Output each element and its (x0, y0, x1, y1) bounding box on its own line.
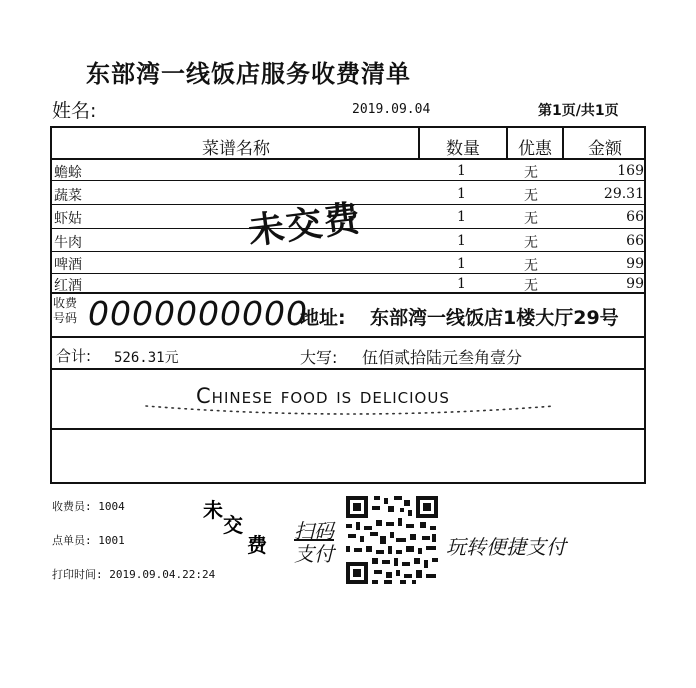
item-discount: 无 (524, 278, 538, 294)
total-value: 526.31元 (114, 350, 179, 366)
slogan-text: Chinese food is delicious (196, 384, 450, 408)
total-uppercase-label: 大写: (300, 348, 338, 367)
total-label: 合计: (56, 347, 92, 365)
item-name: 啤酒 (54, 257, 82, 273)
item-discount: 无 (524, 235, 538, 251)
item-qty: 1 (457, 233, 466, 249)
item-amount: 29.31 (603, 186, 644, 202)
stamp-char: 未 (203, 498, 223, 522)
page-indicator: 第1页/共1页 (538, 103, 619, 119)
scan-to-pay-line: 支付 (294, 542, 334, 566)
fee-label-line: 号码 (53, 311, 78, 325)
item-name: 虾姑 (54, 211, 82, 227)
column-header-discount: 优惠 (518, 139, 552, 159)
total-uppercase-value: 伍佰贰拾陆元叁角壹分 (362, 348, 523, 367)
fee-label-line: 收费 (53, 296, 78, 310)
row-divider (52, 180, 646, 181)
print-time: 打印时间: 2019.09.04.22:24 (52, 568, 216, 581)
fee-divider (52, 336, 646, 338)
item-discount: 无 (524, 188, 538, 204)
item-amount: 99 (626, 256, 644, 272)
column-header-qty: 数量 (446, 139, 480, 159)
unpaid-stamp-small (203, 498, 275, 565)
item-name: 红酒 (54, 278, 82, 294)
item-qty: 1 (457, 209, 466, 225)
row-divider (52, 273, 646, 274)
stamp-char: 费 (247, 533, 267, 557)
fee-number: 0000000000 (88, 294, 308, 333)
payment-qr-code[interactable] (344, 494, 440, 586)
dotted-arc-decoration (140, 396, 560, 422)
address-value: 东部湾一线饭店1楼大厅29号 (370, 307, 619, 329)
item-name: 牛肉 (54, 235, 82, 251)
pay-slogan: 玩转便捷支付 (446, 535, 566, 559)
slogan-divider (52, 428, 646, 430)
item-qty: 1 (457, 163, 466, 179)
column-header-dish: 菜谱名称 (202, 139, 270, 159)
customer-name-label: 姓名: (52, 100, 97, 122)
orderer-info: 点单员: 1001 (52, 534, 125, 547)
item-discount: 无 (524, 165, 538, 181)
column-header-amount: 金额 (588, 139, 622, 159)
stamp-char: 交 (223, 513, 243, 537)
item-name: 蟾蜍 (54, 165, 82, 181)
unpaid-stamp: 未交费 (245, 198, 365, 253)
scan-to-pay-line: 扫码 (294, 519, 334, 543)
unpaid-stamp-small-glyphs (203, 498, 275, 560)
receipt-date: 2019.09.04 (352, 102, 431, 117)
scan-to-pay-label (294, 520, 334, 566)
receipt-title: 东部湾一线饭店服务收费清单 (86, 60, 411, 88)
item-name: 蔬菜 (54, 188, 82, 204)
totals-divider (52, 368, 646, 370)
item-discount: 无 (524, 258, 538, 274)
item-amount: 99 (626, 276, 644, 292)
address-label: 地址: (300, 307, 346, 329)
item-amount: 169 (617, 163, 644, 179)
item-qty: 1 (457, 276, 466, 292)
item-amount: 66 (626, 233, 644, 249)
cashier-info: 收费员: 1004 (52, 500, 125, 513)
row-divider (52, 251, 646, 252)
item-amount: 66 (626, 209, 644, 225)
item-qty: 1 (457, 256, 466, 272)
fee-number-label (53, 296, 81, 326)
item-qty: 1 (457, 186, 466, 202)
item-discount: 无 (524, 211, 538, 227)
